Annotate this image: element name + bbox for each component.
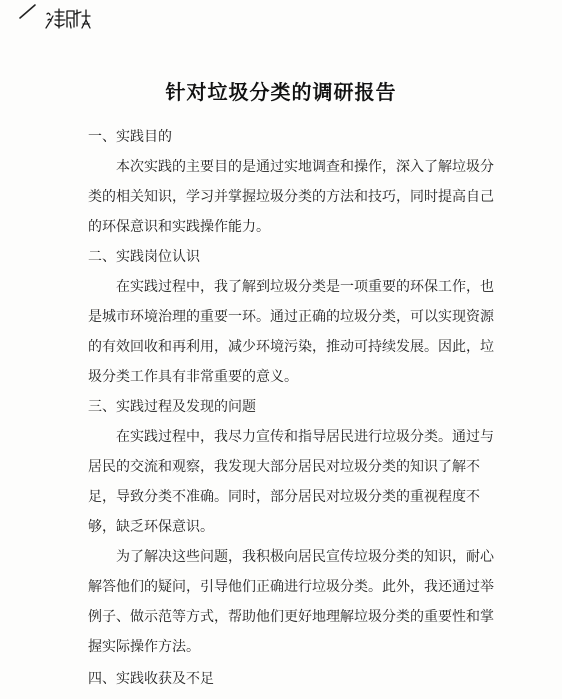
text-line: 圾分类工作具有非常重要的意义。 bbox=[88, 369, 298, 385]
section-heading-purpose: 一、实践目的 bbox=[88, 129, 172, 145]
text-line: 的有效回收和再利用，减少环境污染，推动可持续发展。因此，垃 bbox=[88, 339, 494, 355]
section-heading-results: 四、实践收获及不足 bbox=[88, 671, 214, 687]
section-heading-process: 三、实践过程及发现的问题 bbox=[88, 399, 256, 415]
text-line: 握实际操作方法。 bbox=[88, 639, 200, 655]
text-line: 例子、做示范等方式，帮助他们更好地理解垃圾分类的重要性和掌 bbox=[88, 609, 494, 625]
text-line: 解答他们的疑问，引导他们正确进行垃圾分类。此外，我还通过举 bbox=[88, 579, 494, 595]
pen-stroke-mark bbox=[18, 2, 38, 20]
page-title: 针对垃圾分类的调研报告 bbox=[165, 80, 397, 104]
text-line: 够，缺乏环保意识。 bbox=[88, 519, 214, 535]
paragraph-role bbox=[88, 272, 508, 392]
text-line: 是城市环境治理的重要一环。通过正确的垃圾分类，可以实现资源 bbox=[88, 309, 494, 325]
text-line: 为了解决这些问题，我积极向居民宣传垃圾分类的知识，耐心 bbox=[116, 549, 494, 565]
text-line: 类的相关知识，学习并掌握垃圾分类的方法和技巧，同时提高自己 bbox=[88, 189, 494, 205]
handwritten-signature bbox=[44, 6, 92, 32]
text-line: 足，导致分类不准确。同时，部分居民对垃圾分类的重视程度不 bbox=[88, 489, 480, 505]
text-line: 在实践过程中，我尽力宣传和指导居民进行垃圾分类。通过与 bbox=[116, 429, 494, 445]
text-line: 本次实践的主要目的是通过实地调查和操作，深入了解垃圾分 bbox=[116, 159, 494, 175]
text-line: 的环保意识和实践操作能力。 bbox=[88, 219, 270, 235]
text-line: 居民的交流和观察，我发现大部分居民对垃圾分类的知识了解不 bbox=[88, 459, 480, 475]
paragraph-process-findings bbox=[88, 422, 508, 542]
paragraph-purpose bbox=[88, 152, 508, 242]
section-heading-role: 二、实践岗位认识 bbox=[88, 249, 200, 265]
paragraph-process-solutions bbox=[88, 542, 508, 662]
text-line: 在实践过程中，我了解到垃圾分类是一项重要的环保工作，也 bbox=[116, 279, 494, 295]
